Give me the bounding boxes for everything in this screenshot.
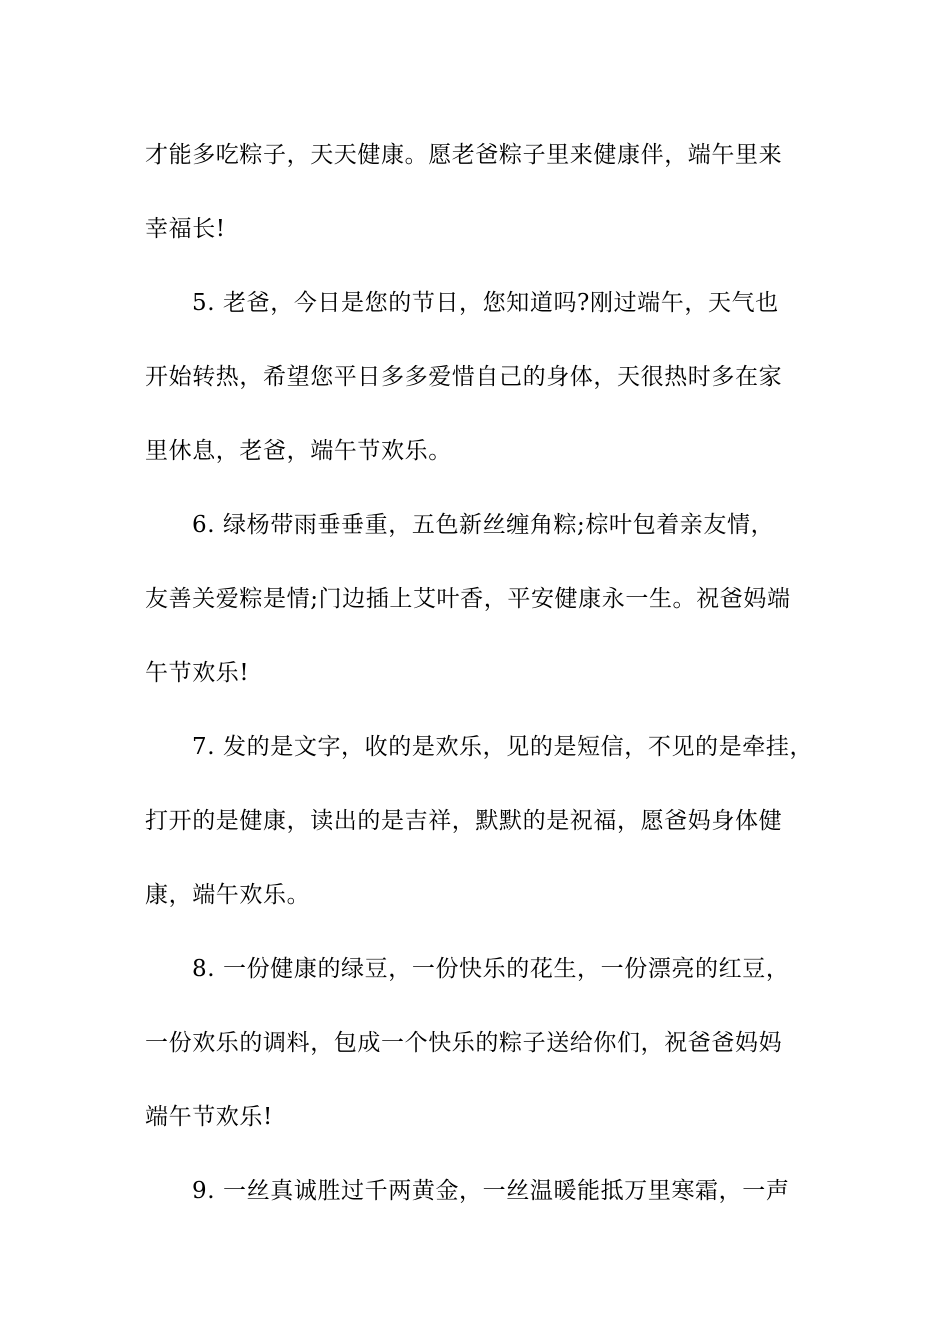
text-line: 午节欢乐!	[145, 660, 250, 686]
text-line: 打开的是健康，读出的是吉祥，默默的是祝福，愿爸妈身体健	[145, 808, 783, 834]
text-line: 里休息，老爸，端午节欢乐。	[145, 438, 452, 464]
text-line: 友善关爱粽是情;门边插上艾叶香，平安健康永一生。祝爸妈端	[145, 586, 791, 612]
text-line: 康，端午欢乐。	[145, 882, 311, 908]
text-line: 5. 老爸，今日是您的节日，您知道吗?刚过端午，天气也	[192, 290, 779, 316]
text-line: 9. 一丝真诚胜过千两黄金，一丝温暖能抵万里寒霜，一声	[192, 1178, 790, 1204]
text-line: 幸福长!	[145, 216, 226, 242]
text-line: 端午节欢乐!	[145, 1104, 273, 1130]
document-body	[145, 118, 825, 1228]
text-line: 6. 绿杨带雨垂垂重，五色新丝缠角粽;棕叶包着亲友情，	[192, 512, 775, 538]
text-line: 才能多吃粽子，天天健康。愿老爸粽子里来健康伴，端午里来	[145, 142, 783, 168]
text-line: 一份欢乐的调料，包成一个快乐的粽子送给你们，祝爸爸妈妈	[145, 1030, 783, 1056]
text-line: 7. 发的是文字，收的是欢乐，见的是短信，不见的是牵挂，	[192, 734, 814, 760]
text-line: 8. 一份健康的绿豆，一份快乐的花生，一份漂亮的红豆，	[192, 956, 790, 982]
text-line: 开始转热，希望您平日多多爱惜自己的身体，天很热时多在家	[145, 364, 783, 390]
